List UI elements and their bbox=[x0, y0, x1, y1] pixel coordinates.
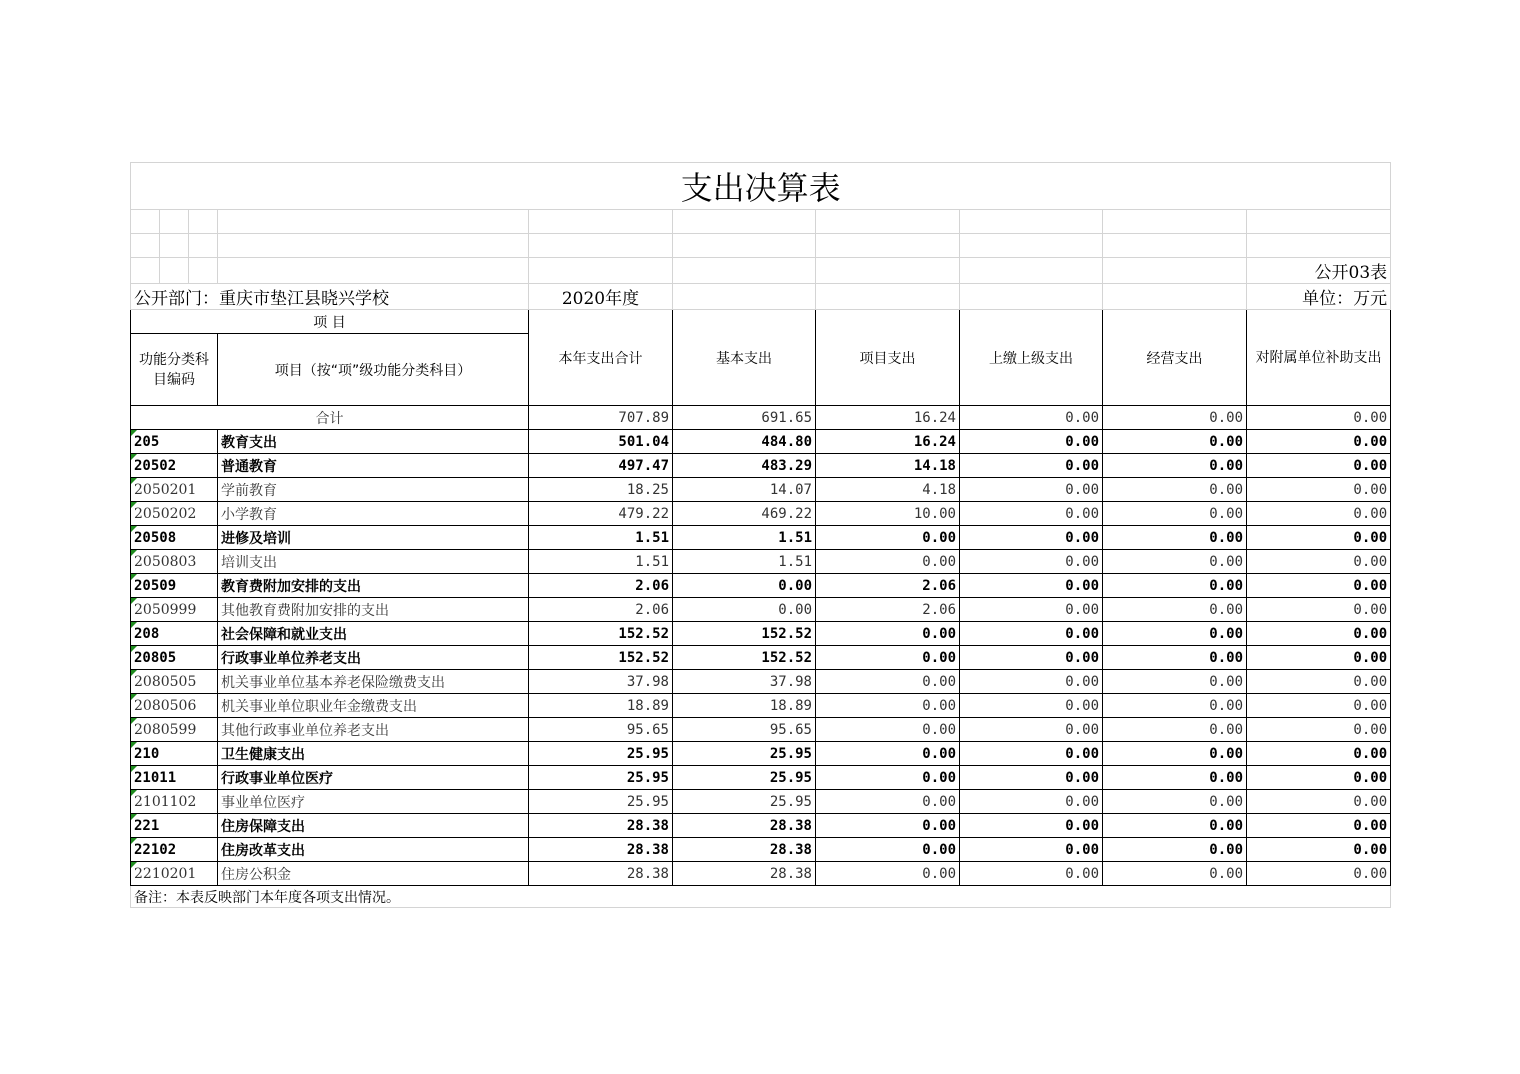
amount-cell: 0.00 bbox=[816, 814, 960, 838]
subject-code-text: 2080505 bbox=[134, 673, 197, 690]
amount-cell: 0.00 bbox=[1103, 574, 1247, 598]
amount-cell: 0.00 bbox=[1103, 862, 1247, 886]
amount-cell: 0.00 bbox=[673, 574, 816, 598]
table-row bbox=[131, 550, 1391, 574]
cell-marker-icon bbox=[131, 574, 137, 580]
amount-cell: 0.00 bbox=[1103, 742, 1247, 766]
cell-marker-icon bbox=[131, 430, 137, 436]
amount-cell: 0.00 bbox=[816, 718, 960, 742]
subject-code bbox=[131, 478, 218, 502]
amount-cell: 0.00 bbox=[1247, 646, 1391, 670]
amount-cell: 0.00 bbox=[1247, 598, 1391, 622]
amount-cell: 0.00 bbox=[816, 766, 960, 790]
amount-cell: 2.06 bbox=[529, 598, 673, 622]
amount-cell: 0.00 bbox=[1247, 790, 1391, 814]
subject-name: 普通教育 bbox=[218, 454, 529, 478]
subject-name: 卫生健康支出 bbox=[218, 742, 529, 766]
subject-name: 其他教育费附加安排的支出 bbox=[218, 598, 529, 622]
amount-cell: 14.07 bbox=[673, 478, 816, 502]
amount-cell: 0.00 bbox=[1247, 622, 1391, 646]
amount-cell: 0.00 bbox=[816, 670, 960, 694]
amount-cell: 0.00 bbox=[960, 478, 1103, 502]
subject-code bbox=[131, 694, 218, 718]
amount-cell: 152.52 bbox=[673, 646, 816, 670]
total-value: 707.89 bbox=[529, 406, 673, 430]
amount-cell: 0.00 bbox=[1247, 454, 1391, 478]
amount-cell: 28.38 bbox=[529, 814, 673, 838]
amount-cell: 0.00 bbox=[960, 574, 1103, 598]
amount-cell: 25.95 bbox=[529, 766, 673, 790]
amount-cell: 28.38 bbox=[673, 814, 816, 838]
subject-code bbox=[131, 670, 218, 694]
subject-name: 社会保障和就业支出 bbox=[218, 622, 529, 646]
header-item-group: 项 目 bbox=[131, 310, 529, 334]
subject-code-text: 2050202 bbox=[134, 505, 197, 522]
subject-code bbox=[131, 502, 218, 526]
page-title: 支出决算表 bbox=[131, 163, 1391, 210]
amount-cell: 0.00 bbox=[673, 598, 816, 622]
header-total: 本年支出合计 bbox=[529, 310, 673, 406]
subject-code-text: 20502 bbox=[134, 457, 177, 474]
amount-cell: 0.00 bbox=[1103, 598, 1247, 622]
amount-cell: 0.00 bbox=[1247, 502, 1391, 526]
cell-marker-icon bbox=[131, 742, 137, 748]
amount-cell: 25.95 bbox=[673, 790, 816, 814]
amount-cell: 0.00 bbox=[960, 766, 1103, 790]
subject-code bbox=[131, 526, 218, 550]
amount-cell: 0.00 bbox=[1247, 478, 1391, 502]
subject-name: 住房保障支出 bbox=[218, 814, 529, 838]
expenditure-table bbox=[130, 162, 1391, 908]
total-row bbox=[131, 406, 1391, 430]
amount-cell: 0.00 bbox=[1247, 550, 1391, 574]
cell-marker-icon bbox=[131, 502, 137, 508]
subject-code bbox=[131, 574, 218, 598]
total-label: 合计 bbox=[131, 406, 529, 430]
header-basic: 基本支出 bbox=[673, 310, 816, 406]
subject-name: 教育支出 bbox=[218, 430, 529, 454]
amount-cell: 152.52 bbox=[529, 622, 673, 646]
cell-marker-icon bbox=[131, 598, 137, 604]
amount-cell: 0.00 bbox=[960, 502, 1103, 526]
total-value: 16.24 bbox=[816, 406, 960, 430]
subject-code-text: 22102 bbox=[134, 841, 177, 858]
table-row bbox=[131, 814, 1391, 838]
subject-name: 行政事业单位养老支出 bbox=[218, 646, 529, 670]
amount-cell: 0.00 bbox=[816, 550, 960, 574]
amount-cell: 0.00 bbox=[1247, 574, 1391, 598]
amount-cell: 0.00 bbox=[960, 526, 1103, 550]
subject-code bbox=[131, 646, 218, 670]
amount-cell: 0.00 bbox=[816, 646, 960, 670]
total-value: 0.00 bbox=[1247, 406, 1391, 430]
subject-code bbox=[131, 814, 218, 838]
amount-cell: 497.47 bbox=[529, 454, 673, 478]
amount-cell: 0.00 bbox=[960, 430, 1103, 454]
amount-cell: 1.51 bbox=[673, 550, 816, 574]
amount-cell: 2.06 bbox=[529, 574, 673, 598]
subject-code-text: 2210201 bbox=[134, 865, 197, 882]
amount-cell: 28.38 bbox=[529, 862, 673, 886]
unit-label: 单位：万元 bbox=[1247, 284, 1391, 310]
subject-code bbox=[131, 838, 218, 862]
amount-cell: 18.89 bbox=[529, 694, 673, 718]
table-row bbox=[131, 430, 1391, 454]
subject-code-text: 210 bbox=[134, 745, 160, 762]
table-row bbox=[131, 478, 1391, 502]
subject-name: 教育费附加安排的支出 bbox=[218, 574, 529, 598]
footnote: 备注：本表反映部门本年度各项支出情况。 bbox=[131, 886, 1391, 908]
subject-name: 住房公积金 bbox=[218, 862, 529, 886]
subject-name: 行政事业单位医疗 bbox=[218, 766, 529, 790]
amount-cell: 1.51 bbox=[529, 550, 673, 574]
subject-code bbox=[131, 550, 218, 574]
amount-cell: 25.95 bbox=[529, 742, 673, 766]
amount-cell: 0.00 bbox=[1103, 430, 1247, 454]
amount-cell: 0.00 bbox=[1247, 862, 1391, 886]
amount-cell: 0.00 bbox=[1247, 814, 1391, 838]
amount-cell: 0.00 bbox=[816, 742, 960, 766]
table-row bbox=[131, 862, 1391, 886]
amount-cell: 0.00 bbox=[1247, 838, 1391, 862]
subject-code bbox=[131, 790, 218, 814]
amount-cell: 0.00 bbox=[960, 598, 1103, 622]
cell-marker-icon bbox=[131, 766, 137, 772]
amount-cell: 18.25 bbox=[529, 478, 673, 502]
header-business: 经营支出 bbox=[1103, 310, 1247, 406]
cell-marker-icon bbox=[131, 454, 137, 460]
subject-code-text: 2101102 bbox=[134, 793, 197, 810]
total-value: 0.00 bbox=[960, 406, 1103, 430]
table-row bbox=[131, 646, 1391, 670]
amount-cell: 0.00 bbox=[1103, 454, 1247, 478]
amount-cell: 0.00 bbox=[1247, 430, 1391, 454]
amount-cell: 0.00 bbox=[960, 670, 1103, 694]
amount-cell: 469.22 bbox=[673, 502, 816, 526]
amount-cell: 0.00 bbox=[1247, 766, 1391, 790]
amount-cell: 0.00 bbox=[960, 622, 1103, 646]
amount-cell: 10.00 bbox=[816, 502, 960, 526]
table-row bbox=[131, 574, 1391, 598]
amount-cell: 152.52 bbox=[673, 622, 816, 646]
table-row bbox=[131, 694, 1391, 718]
subject-code-text: 20509 bbox=[134, 577, 177, 594]
subject-code-text: 2080599 bbox=[134, 721, 197, 738]
department-label: 公开部门：重庆市垫江县晓兴学校 bbox=[131, 284, 529, 310]
cell-marker-icon bbox=[131, 862, 137, 868]
amount-cell: 0.00 bbox=[1247, 526, 1391, 550]
table-row bbox=[131, 718, 1391, 742]
amount-cell: 0.00 bbox=[816, 526, 960, 550]
amount-cell: 0.00 bbox=[816, 838, 960, 862]
subject-code-text: 205 bbox=[134, 433, 160, 450]
amount-cell: 0.00 bbox=[1247, 694, 1391, 718]
table-row bbox=[131, 670, 1391, 694]
fiscal-year: 2020年度 bbox=[529, 284, 673, 310]
amount-cell: 0.00 bbox=[816, 694, 960, 718]
total-value: 0.00 bbox=[1103, 406, 1247, 430]
amount-cell: 501.04 bbox=[529, 430, 673, 454]
amount-cell: 2.06 bbox=[816, 574, 960, 598]
subject-code-text: 20805 bbox=[134, 649, 177, 666]
amount-cell: 0.00 bbox=[1103, 550, 1247, 574]
amount-cell: 0.00 bbox=[1247, 670, 1391, 694]
subject-code-text: 208 bbox=[134, 625, 160, 642]
amount-cell: 0.00 bbox=[960, 718, 1103, 742]
amount-cell: 14.18 bbox=[816, 454, 960, 478]
subject-code bbox=[131, 430, 218, 454]
amount-cell: 1.51 bbox=[673, 526, 816, 550]
amount-cell: 483.29 bbox=[673, 454, 816, 478]
header-name: 项目（按“项”级功能分类科目） bbox=[218, 334, 529, 406]
amount-cell: 95.65 bbox=[529, 718, 673, 742]
subject-name: 机关事业单位职业年金缴费支出 bbox=[218, 694, 529, 718]
cell-marker-icon bbox=[131, 694, 137, 700]
amount-cell: 37.98 bbox=[529, 670, 673, 694]
header-project: 项目支出 bbox=[816, 310, 960, 406]
blank-row bbox=[131, 234, 1391, 258]
amount-cell: 0.00 bbox=[1103, 766, 1247, 790]
amount-cell: 0.00 bbox=[960, 646, 1103, 670]
cell-marker-icon bbox=[131, 670, 137, 676]
amount-cell: 0.00 bbox=[1103, 502, 1247, 526]
amount-cell: 0.00 bbox=[960, 742, 1103, 766]
total-value: 691.65 bbox=[673, 406, 816, 430]
subject-code-text: 21011 bbox=[134, 769, 177, 786]
table-row bbox=[131, 622, 1391, 646]
subject-name: 进修及培训 bbox=[218, 526, 529, 550]
amount-cell: 1.51 bbox=[529, 526, 673, 550]
subject-name: 机关事业单位基本养老保险缴费支出 bbox=[218, 670, 529, 694]
subject-name: 培训支出 bbox=[218, 550, 529, 574]
table-row bbox=[131, 766, 1391, 790]
subject-code-text: 2080506 bbox=[134, 697, 197, 714]
amount-cell: 0.00 bbox=[1247, 742, 1391, 766]
subject-name: 其他行政事业单位养老支出 bbox=[218, 718, 529, 742]
cell-marker-icon bbox=[131, 790, 137, 796]
cell-marker-icon bbox=[131, 718, 137, 724]
amount-cell: 0.00 bbox=[960, 790, 1103, 814]
table-row bbox=[131, 454, 1391, 478]
subject-code bbox=[131, 862, 218, 886]
amount-cell: 0.00 bbox=[816, 622, 960, 646]
amount-cell: 0.00 bbox=[1103, 814, 1247, 838]
subject-code bbox=[131, 598, 218, 622]
amount-cell: 0.00 bbox=[1103, 694, 1247, 718]
table-row bbox=[131, 790, 1391, 814]
cell-marker-icon bbox=[131, 526, 137, 532]
amount-cell: 28.38 bbox=[673, 838, 816, 862]
subject-code-text: 2050201 bbox=[134, 481, 197, 498]
header-subsidy: 对附属单位补助支出 bbox=[1247, 310, 1391, 406]
amount-cell: 0.00 bbox=[960, 694, 1103, 718]
amount-cell: 2.06 bbox=[816, 598, 960, 622]
amount-cell: 0.00 bbox=[816, 790, 960, 814]
table-row bbox=[131, 742, 1391, 766]
amount-cell: 28.38 bbox=[529, 838, 673, 862]
amount-cell: 4.18 bbox=[816, 478, 960, 502]
subject-name: 事业单位医疗 bbox=[218, 790, 529, 814]
blank-row bbox=[131, 210, 1391, 234]
amount-cell: 37.98 bbox=[673, 670, 816, 694]
amount-cell: 0.00 bbox=[960, 550, 1103, 574]
amount-cell: 0.00 bbox=[1103, 838, 1247, 862]
subject-name: 住房改革支出 bbox=[218, 838, 529, 862]
amount-cell: 25.95 bbox=[529, 790, 673, 814]
subject-code-text: 2050803 bbox=[134, 553, 197, 570]
amount-cell: 484.80 bbox=[673, 430, 816, 454]
subject-code-text: 20508 bbox=[134, 529, 177, 546]
subject-code-text: 221 bbox=[134, 817, 160, 834]
amount-cell: 0.00 bbox=[960, 814, 1103, 838]
table-row bbox=[131, 502, 1391, 526]
table-row bbox=[131, 526, 1391, 550]
amount-cell: 18.89 bbox=[673, 694, 816, 718]
amount-cell: 152.52 bbox=[529, 646, 673, 670]
cell-marker-icon bbox=[131, 814, 137, 820]
table-row bbox=[131, 838, 1391, 862]
amount-cell: 0.00 bbox=[1103, 622, 1247, 646]
table-row bbox=[131, 598, 1391, 622]
amount-cell: 0.00 bbox=[816, 862, 960, 886]
amount-cell: 25.95 bbox=[673, 766, 816, 790]
subject-code bbox=[131, 454, 218, 478]
header-upper: 上缴上级支出 bbox=[960, 310, 1103, 406]
subject-code bbox=[131, 622, 218, 646]
header-code: 功能分类科目编码 bbox=[131, 334, 218, 406]
amount-cell: 0.00 bbox=[1103, 646, 1247, 670]
amount-cell: 0.00 bbox=[1103, 718, 1247, 742]
subject-name: 小学教育 bbox=[218, 502, 529, 526]
subject-code-text: 2050999 bbox=[134, 601, 197, 618]
amount-cell: 95.65 bbox=[673, 718, 816, 742]
amount-cell: 16.24 bbox=[816, 430, 960, 454]
cell-marker-icon bbox=[131, 622, 137, 628]
cell-marker-icon bbox=[131, 838, 137, 844]
amount-cell: 25.95 bbox=[673, 742, 816, 766]
subject-name: 学前教育 bbox=[218, 478, 529, 502]
amount-cell: 28.38 bbox=[673, 862, 816, 886]
subject-code bbox=[131, 766, 218, 790]
cell-marker-icon bbox=[131, 646, 137, 652]
form-number: 公开03表 bbox=[1247, 258, 1391, 284]
amount-cell: 0.00 bbox=[960, 838, 1103, 862]
subject-code bbox=[131, 742, 218, 766]
cell-marker-icon bbox=[131, 478, 137, 484]
amount-cell: 0.00 bbox=[1103, 478, 1247, 502]
amount-cell: 0.00 bbox=[1103, 670, 1247, 694]
amount-cell: 0.00 bbox=[1103, 790, 1247, 814]
amount-cell: 479.22 bbox=[529, 502, 673, 526]
amount-cell: 0.00 bbox=[960, 862, 1103, 886]
amount-cell: 0.00 bbox=[1103, 526, 1247, 550]
subject-code bbox=[131, 718, 218, 742]
cell-marker-icon bbox=[131, 550, 137, 556]
amount-cell: 0.00 bbox=[960, 454, 1103, 478]
amount-cell: 0.00 bbox=[1247, 718, 1391, 742]
